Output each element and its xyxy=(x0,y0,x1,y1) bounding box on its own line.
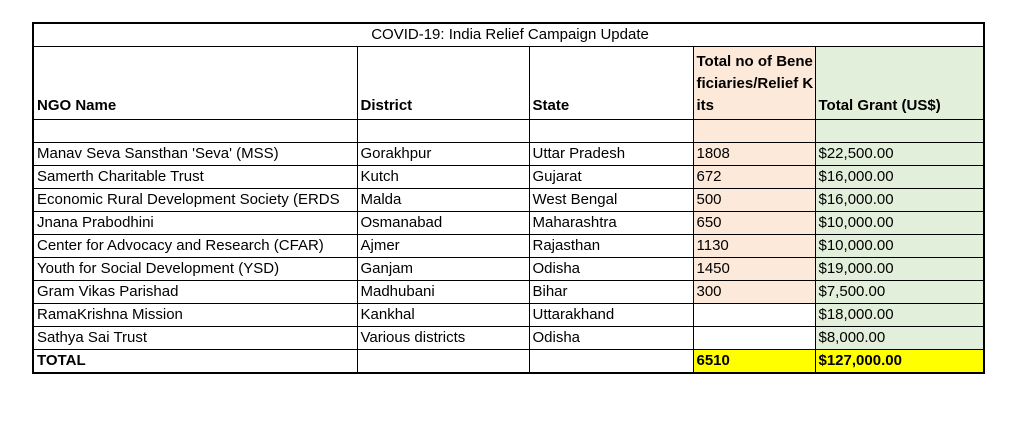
state-cell: Maharashtra xyxy=(529,212,693,235)
grant-cell: $16,000.00 xyxy=(815,166,984,189)
state-cell: Uttarakhand xyxy=(529,304,693,327)
table-title: COVID-19: India Relief Campaign Update xyxy=(33,23,984,47)
table-row xyxy=(33,212,984,235)
ngo-name-cell: Youth for Social Development (YSD) xyxy=(33,258,357,281)
empty-cell xyxy=(357,120,529,143)
grant-cell: $19,000.00 xyxy=(815,258,984,281)
header-district: District xyxy=(357,47,529,120)
ngo-name-cell: RamaKrishna Mission xyxy=(33,304,357,327)
table-row xyxy=(33,304,984,327)
empty-cell xyxy=(693,120,815,143)
empty-cell xyxy=(33,120,357,143)
ngo-name-cell: Economic Rural Development Society (ERDS xyxy=(33,189,357,212)
total-row xyxy=(33,350,984,374)
header-total-grant: Total Grant (US$) xyxy=(815,47,984,120)
total-label: TOTAL xyxy=(33,350,357,374)
grant-cell: $16,000.00 xyxy=(815,189,984,212)
grant-cell: $10,000.00 xyxy=(815,212,984,235)
header-ngo-name: NGO Name xyxy=(33,47,357,120)
empty-cell xyxy=(815,120,984,143)
beneficiaries-cell: 300 xyxy=(693,281,815,304)
table-row xyxy=(33,327,984,350)
grant-cell: $10,000.00 xyxy=(815,235,984,258)
beneficiaries-cell: 1450 xyxy=(693,258,815,281)
empty-cell xyxy=(357,350,529,374)
district-cell: Various districts xyxy=(357,327,529,350)
total-grant: $127,000.00 xyxy=(815,350,984,374)
beneficiaries-cell: 1130 xyxy=(693,235,815,258)
beneficiaries-cell: 650 xyxy=(693,212,815,235)
ngo-name-cell: Gram Vikas Parishad xyxy=(33,281,357,304)
ngo-name-cell: Manav Seva Sansthan 'Seva' (MSS) xyxy=(33,143,357,166)
beneficiaries-cell xyxy=(693,327,815,350)
total-beneficiaries: 6510 xyxy=(693,350,815,374)
state-cell: West Bengal xyxy=(529,189,693,212)
district-cell: Ganjam xyxy=(357,258,529,281)
beneficiaries-cell: 672 xyxy=(693,166,815,189)
empty-cell xyxy=(529,120,693,143)
state-cell: Odisha xyxy=(529,327,693,350)
header-state: State xyxy=(529,47,693,120)
district-cell: Malda xyxy=(357,189,529,212)
grant-cell: $7,500.00 xyxy=(815,281,984,304)
table-row xyxy=(33,281,984,304)
ngo-name-cell: Samerth Charitable Trust xyxy=(33,166,357,189)
state-cell: Odisha xyxy=(529,258,693,281)
table-row xyxy=(33,235,984,258)
beneficiaries-cell: 500 xyxy=(693,189,815,212)
header-row xyxy=(33,47,984,120)
beneficiaries-cell xyxy=(693,304,815,327)
ngo-name-cell: Center for Advocacy and Research (CFAR) xyxy=(33,235,357,258)
state-cell: Gujarat xyxy=(529,166,693,189)
beneficiaries-cell: 1808 xyxy=(693,143,815,166)
empty-row xyxy=(33,120,984,143)
grant-cell: $18,000.00 xyxy=(815,304,984,327)
grant-cell: $8,000.00 xyxy=(815,327,984,350)
district-cell: Madhubani xyxy=(357,281,529,304)
ngo-name-cell: Sathya Sai Trust xyxy=(33,327,357,350)
district-cell: Gorakhpur xyxy=(357,143,529,166)
state-cell: Uttar Pradesh xyxy=(529,143,693,166)
table-row xyxy=(33,189,984,212)
table-row xyxy=(33,258,984,281)
district-cell: Kankhal xyxy=(357,304,529,327)
table-row xyxy=(33,166,984,189)
district-cell: Kutch xyxy=(357,166,529,189)
grant-cell: $22,500.00 xyxy=(815,143,984,166)
district-cell: Osmanabad xyxy=(357,212,529,235)
state-cell: Rajasthan xyxy=(529,235,693,258)
ngo-name-cell: Jnana Prabodhini xyxy=(33,212,357,235)
empty-cell xyxy=(529,350,693,374)
table-row xyxy=(33,143,984,166)
header-beneficiaries: Total no of Beneficiaries/Relief Kits xyxy=(693,47,815,120)
state-cell: Bihar xyxy=(529,281,693,304)
district-cell: Ajmer xyxy=(357,235,529,258)
relief-campaign-table xyxy=(32,22,985,374)
title-row xyxy=(33,23,984,47)
